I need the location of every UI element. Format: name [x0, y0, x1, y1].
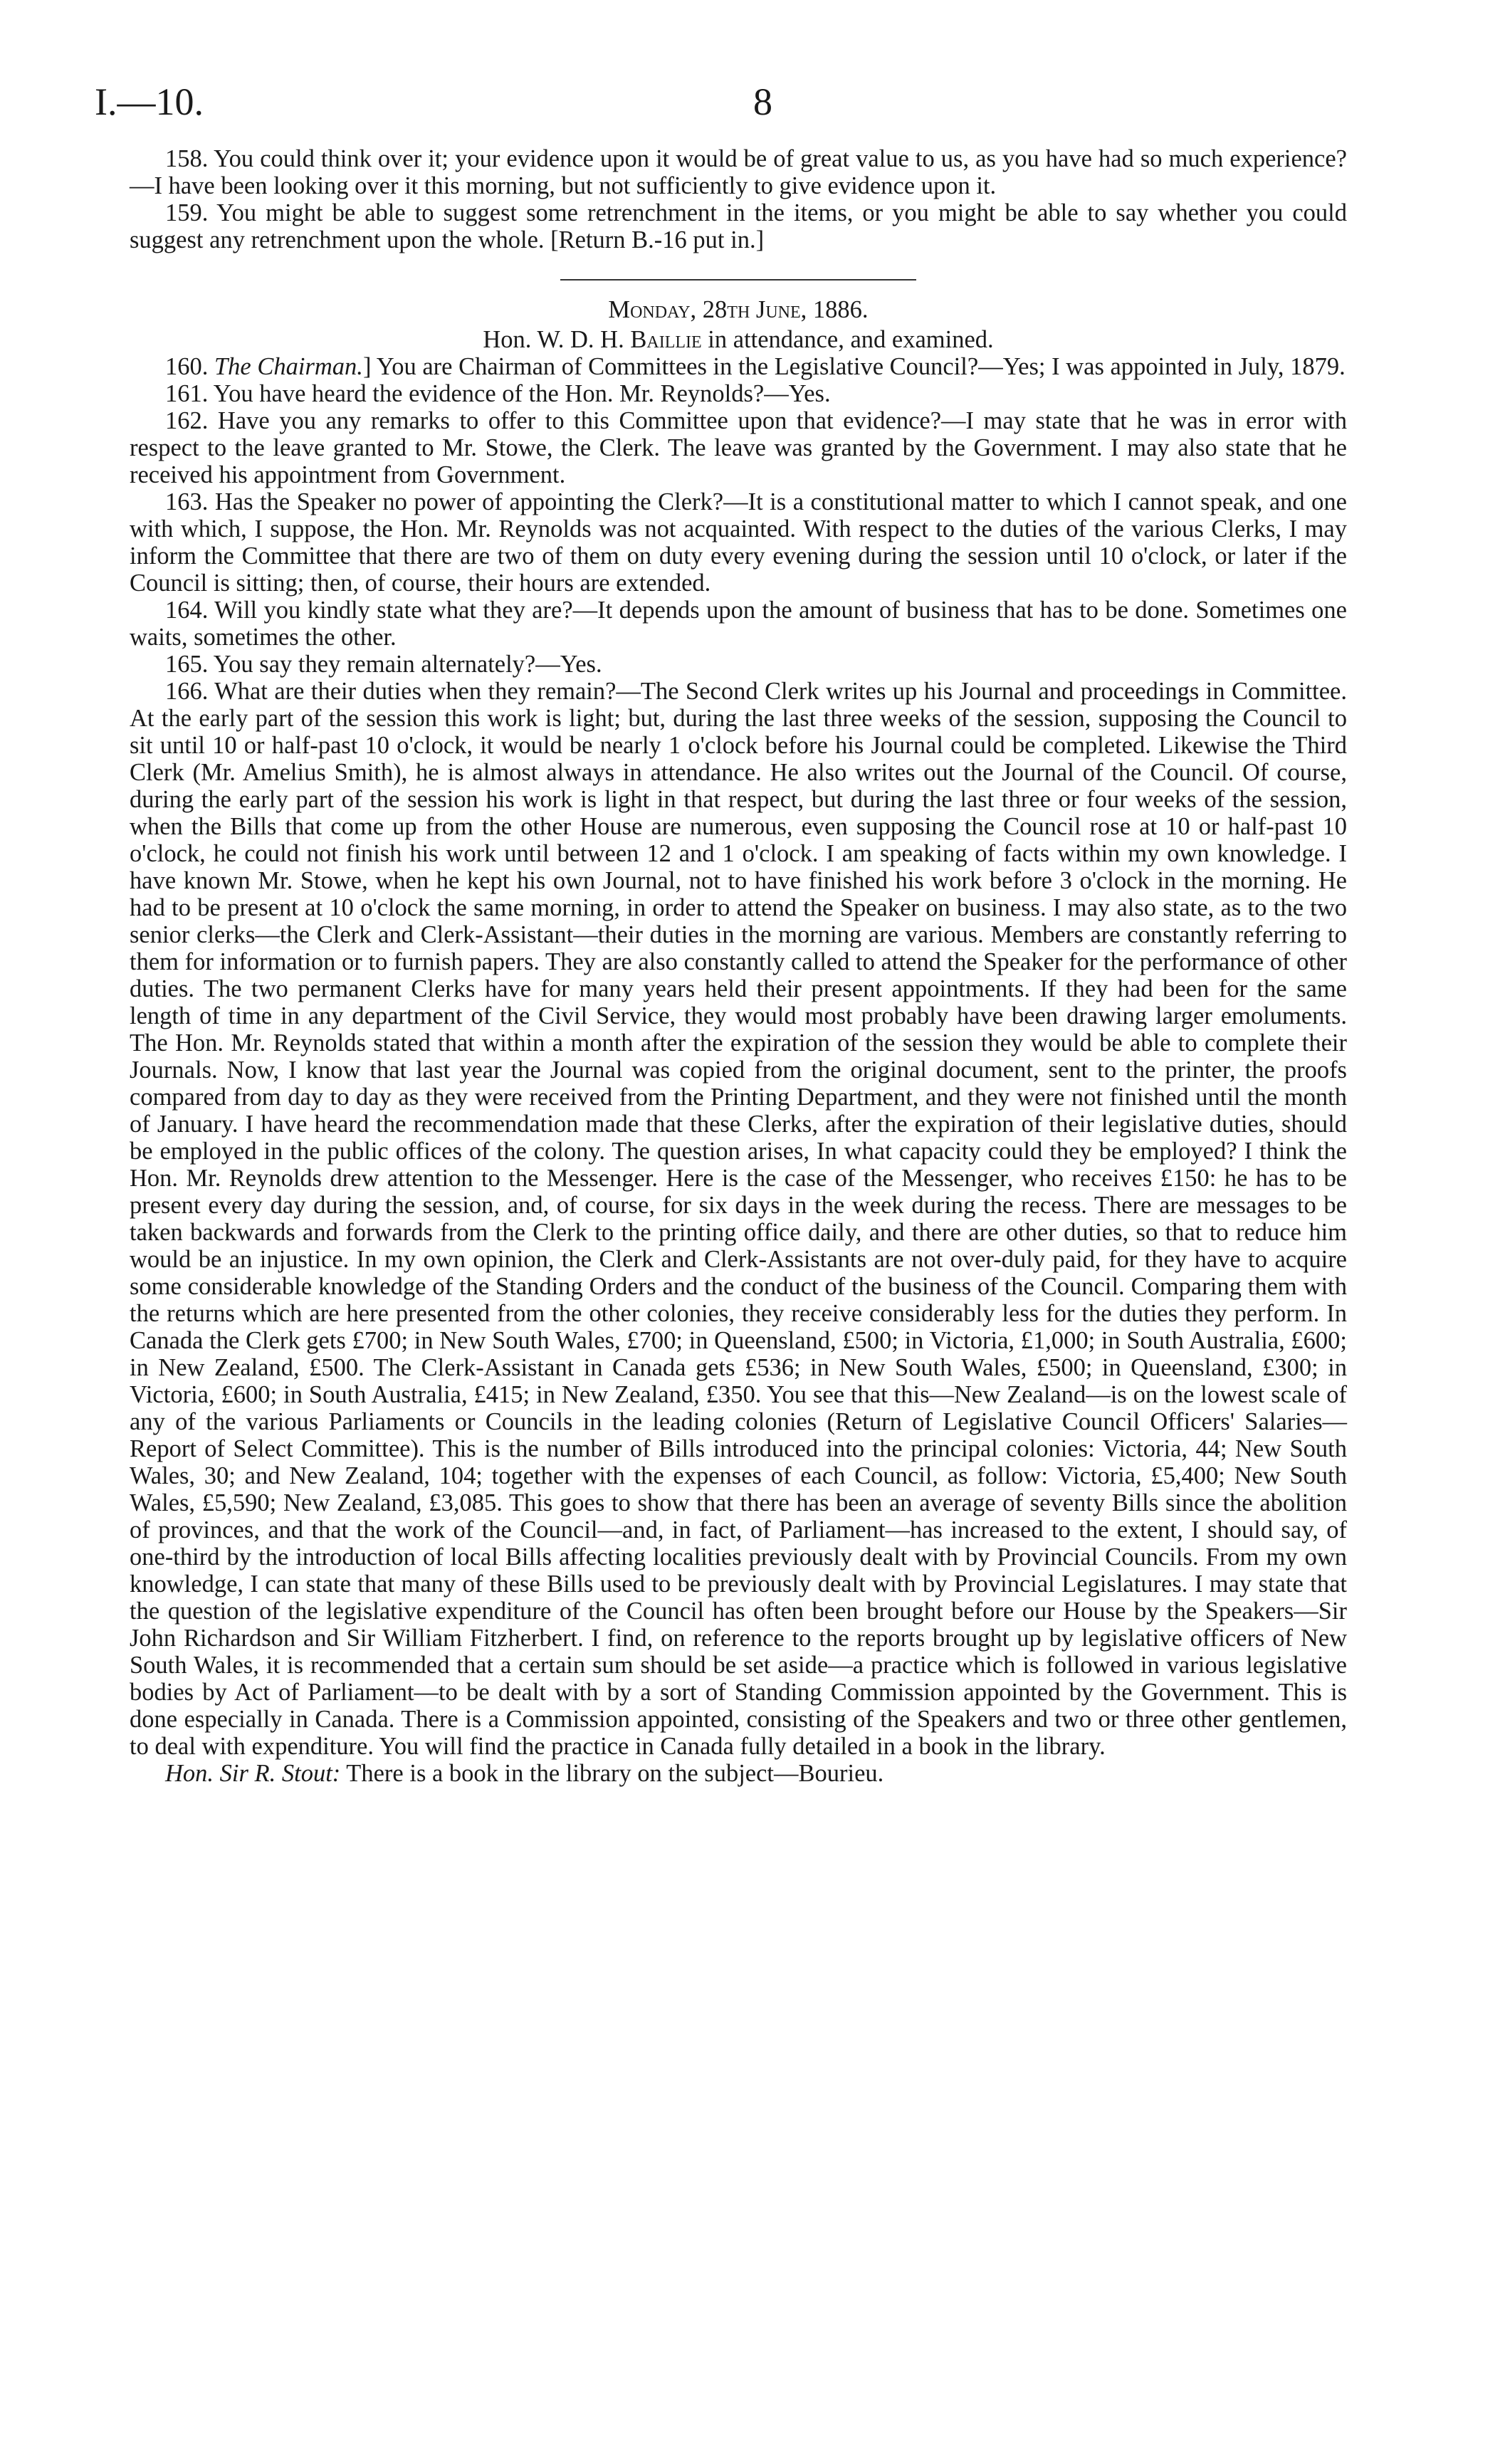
paragraph-165: 165. You say they remain alternately?—Yes. [165, 651, 602, 678]
paragraph-160-text: ] You are Chairman of Committees in the Legislative Council?—Yes; I was appointed in July, 1879. [362, 353, 1346, 380]
paragraph-159: 159. You might be able to suggest some retrenchment in the items, or you might be able to say whether you could suggest any retrenchment upon the whole. [Return B.-16 put in.] [130, 199, 1347, 253]
session-date: Monday, 28th June, 1886. [608, 296, 869, 323]
page-number: 8 [753, 80, 772, 123]
document-reference: I.—10. [95, 80, 204, 123]
witness-line [130, 326, 1347, 353]
document-body [130, 145, 1347, 1787]
closing-remark-text: There is a book in the library on the subject—Bourieu. [340, 1760, 884, 1787]
section-divider [560, 279, 916, 281]
speaker-stout: Hon. Sir R. Stout: [165, 1760, 341, 1787]
paragraph-163: 163. Has the Speaker no power of appointing the Clerk?—It is a constitutional matter to which I cannot speak, and one with which, I suppose, the Hon. Mr. Reynolds was not acquainted. With respect to the duties of the various Clerks, I may inform the Committee that there are two of them on duty every evening during the session until 10 o'clock, or later if the Council is sitting; then, of course, their hours are extended. [130, 488, 1347, 597]
paragraph-160: 160. The Chairman.] You are Chairman of Committees in the Legislative Council?—Yes; I was appointed in July, 1879. [165, 353, 1346, 380]
paragraph-164: 164. Will you kindly state what they are?—It depends upon the amount of business that has to be done. Sometimes one waits, sometimes the other. [130, 597, 1347, 651]
paragraph-158: 158. You could think over it; your evidence upon it would be of great value to us, as you have had so much experience?—I have been looking over it this morning, but not sufficiently to give evidence upon it. [130, 145, 1347, 199]
page-header [95, 80, 1348, 137]
paragraph-166: 166. What are their duties when they remain?—The Second Clerk writes up his Journal and proceedings in Committee. At the early part of the session this work is light; but, during the last three weeks of the session, supposing the Council to sit until 10 or half-past 10 o'clock, it would be nearly 1 o'clock before his Journal could be completed. Likewise the Third Clerk (Mr. Amelius Smith), he is almost always in attendance. He also writes out the Journal of the Council. Of course, during the early part of the session his work is light in that respect, but during the last three or four weeks of the session, when the Bills that come up from the other House are numerous, even supposing the Council rose at 10 or half-past 10 o'clock, he could not finish his work until between 12 and 1 o'clock. I am speaking of facts within my own knowledge. I have known Mr. Stowe, when he kept his own Journal, not to have finished his work before 3 o'clock in the morning. He had to be present at 10 o'clock the same morning, in order to attend the Speaker on business. I may also state, as to the two senior clerks—the Clerk and Clerk-Assistant—their duties in the morning are various. Members are constantly referring to them for information or to furnish papers. They are also constantly called to attend the Speaker for the performance of other duties. The two permanent Clerks have for many years held their present appointments. If they had been for the same length of time in any department of the Civil Service, they would most probably have been drawing larger emoluments. The Hon. Mr. Reynolds stated that within a month after the expiration of the session they would be able to complete their Journals. Now, I know that last year the Journal was copied from the original document, sent to the printer, the proofs compared from day to day as they were received from the Printing Department, and they were not finished until the month of January. I have heard the recommendation made that these Clerks, after the expiration of their legislative duties, should be employed in the public offices of the colony. The question arises, In what capacity could they be employed? I think the Hon. Mr. Reynolds drew attention to the Messenger. Here is the case of the Messenger, who receives £150: he has to be present every day during the session, and, of course, for six days in the week during the recess. There are messages to be taken backwards and forwards from the Clerk to the printing office daily, and there are other duties, so that to reduce him would be an injustice. In my own opinion, the Clerk and Clerk-Assistants are not over-duly paid, for they have to acquire some considerable knowledge of the Standing Orders and the conduct of the business of the Council. Comparing them with the returns which are here presented from the other colonies, they receive considerably less for the duties they perform. In Canada the Clerk gets £700; in New South Wales, £700; in Queensland, £500; in Victoria, £1,000; in South Australia, £600; in New Zealand, £500. The Clerk-Assistant in Canada gets £536; in New South Wales, £500; in Queensland, £300; in Victoria, £600; in South Australia, £415; in New Zealand, £350. You see that this—New Zealand—is on the lowest scale of any of the various Parliaments or Councils in the leading colonies (Return of Legislative Council Officers' Salaries—Report of Select Committee). This is the number of Bills introduced into the principal colonies: Victoria, 44; New South Wales, 30; and New Zealand, 104; together with the expenses of each Council, as follow: Victoria, £5,400; New South Wales, £5,590; New Zealand, £3,085. This goes to show that there has been an average of seventy Bills since the abolition of provinces, and that the work of the Council—and, in fact, of Parliament—has increased to the extent, I should say, of one-third by the introduction of local Bills affecting localities previously dealt with by Provincial Councils. From my own knowledge, I can state that many of these Bills used to be previously dealt with by Provincial Legislatures. I may state that the question of the legislative expenditure of the Council has often been brought before our House by the Speakers—Sir John Richardson and Sir William Fitzherbert. I find, on reference to the reports brought up by legislative officers of New South Wales, it is recommended that a certain sum should be set aside—a practice which is followed in various legislative bodies by Act of Parliament—to be dealt with by a sort of Standing Commission appointed by the Government. This is done especially in Canada. There is a Commission appointed, consisting of the Speakers and two or three other gentlemen, to deal with expenditure. You will find the practice in Canada fully detailed in a book in the library. [130, 678, 1347, 1760]
witness-prefix: Hon. W. D. H. [483, 326, 624, 353]
paragraph-161: 161. You have heard the evidence of the Hon. Mr. Reynolds?—Yes. [165, 380, 831, 407]
closing-remark [130, 1760, 1347, 1787]
paragraph-162: 162. Have you any remarks to offer to this Committee upon that evidence?—I may state that he was in error with respect to the leave granted to Mr. Stowe, the Clerk. The leave was granted by the Government. I may also state that he received his appointment from Government. [130, 407, 1347, 488]
witness-name: Baillie [630, 326, 702, 353]
speaker-chairman: The Chairman. [214, 353, 363, 380]
witness-suffix: in attendance, and examined. [708, 326, 994, 353]
